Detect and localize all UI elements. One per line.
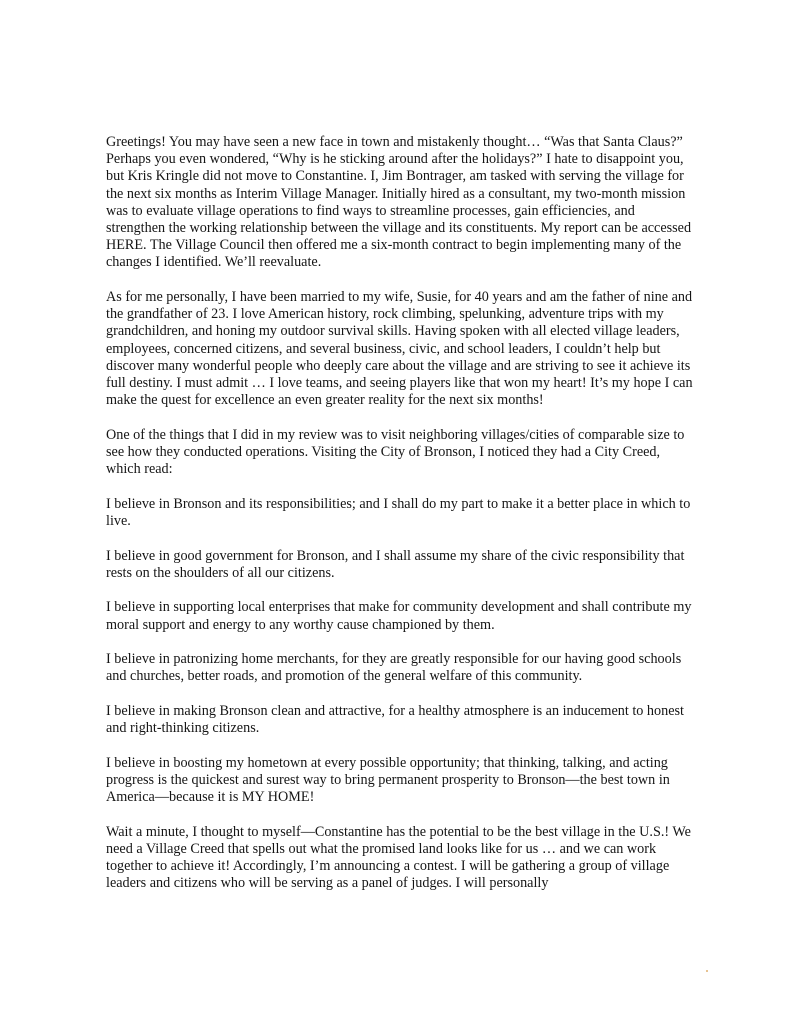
creed-line-government: I believe in good government for Bronson, and I shall assume my share of the civic responsibility that rests on the shoulders of all our citizens. — [106, 547, 685, 581]
creed-line-responsibilities: I believe in Bronson and its responsibilities; and I shall do my part to make it a better place in which to live. — [106, 495, 691, 530]
paragraph-review: One of the things that I did in my review was to visit neighboring villages/cities of comparable size to see how they conducted operations. Visiting the City of Bronson, I noticed they had a City Creed, which read: — [106, 426, 685, 478]
paragraph-greetings: Greetings! You may have seen a new face in town and mistakenly thought… “Was that Santa Claus?” Perhaps you even wondered, “Why is he sticking around after the holidays?” I hate to disappoint you, but Kris Kringle did not move to Constantine. I, Jim Bontrager, am tasked with serving the village for the next six months as Interim Village Manager. Initially hired as a consultant, my two-month mission was to evaluate village operations to find ways to streamline processes, gain efficiencies, and strengthen the working relationship between the village and its constituents. My report can be accessed HERE. The Village Council then offered me a six-month contract to begin implementing many of the changes I identified. We’ll reevaluate. — [106, 134, 692, 271]
scan-speck — [706, 970, 708, 972]
paragraph-personal: As for me personally, I have been married to my wife, Susie, for 40 years and am the father of nine and the grandfather of 23. I love American history, rock climbing, spelunking, adventure trips with my grandchildren, and honing my outdoor survival skills. Having spoken with all elected village leaders, employees, concerned citizens, and several business, civic, and school leaders, I couldn’t help but discover many wonderful people who deeply care about the village and are striving to see it achieve its full destiny. I must admit … I love teams, and seeing players like that won my heart! It’s my hope I can make the quest for excellence an even greater reality for the next six months! — [106, 289, 693, 409]
creed-line-enterprises: I believe in supporting local enterprises that make for community development and shall contribute my moral support and energy to any worthy cause championed by them. — [106, 599, 692, 633]
creed-line-clean: I believe in making Bronson clean and attractive, for a healthy atmosphere is an inducement to honest and right-thinking citizens. — [106, 703, 684, 737]
letter-body — [106, 134, 694, 910]
creed-line-merchants: I believe in patronizing home merchants, for they are greatly responsible for our having good schools and churches, better roads, and promotion of the general welfare of this community. — [106, 651, 682, 685]
paragraph-contest: Wait a minute, I thought to myself—Constantine has the potential to be the best village in the U.S.! We need a Village Creed that spells out what the promised land looks like for us … and we can work together to achieve it! Accordingly, I’m announcing a contest. I will be gathering a group of village leaders and citizens who will be serving as a panel of judges. I will personally — [106, 823, 691, 892]
creed-line-boosting: I believe in boosting my hometown at every possible opportunity; that thinking, talking, and acting progress is the quickest and surest way to bring permanent prosperity to Bronson—the best town in America—because it is MY HOME! — [106, 754, 670, 806]
